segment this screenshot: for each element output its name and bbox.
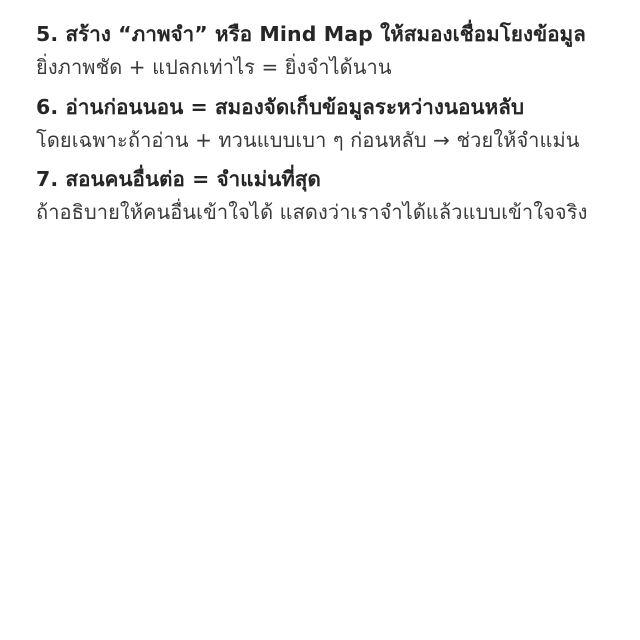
section-7 (36, 163, 604, 229)
section-7-body: ถ้าอธิบายให้คนอื่นเข้าใจได้ แสดงว่าเราจำได้แล้วแบบเข้าใจจริง (36, 200, 588, 225)
section-7-heading: 7. สอนคนอื่นต่อ = จำแม่นที่สุด (36, 167, 321, 192)
section-5-body: ยิ่งภาพชัด + แปลกเท่าไร = ยิ่งจำได้นาน (36, 55, 392, 80)
section-6 (36, 91, 604, 157)
section-6-body: โดยเฉพาะถ้าอ่าน + ทวนแบบเบา ๆ ก่อนหลับ → ช่วยให้จำแม่น (36, 127, 580, 152)
section-5-heading: 5. สร้าง “ภาพจำ” หรือ Mind Map ให้สมองเชื่อมโยงข้อมูล (36, 22, 586, 46)
section-5 (36, 18, 604, 84)
section-6-heading: 6. อ่านก่อนนอน = สมองจัดเก็บข้อมูลระหว่างนอนหลับ (36, 94, 525, 119)
